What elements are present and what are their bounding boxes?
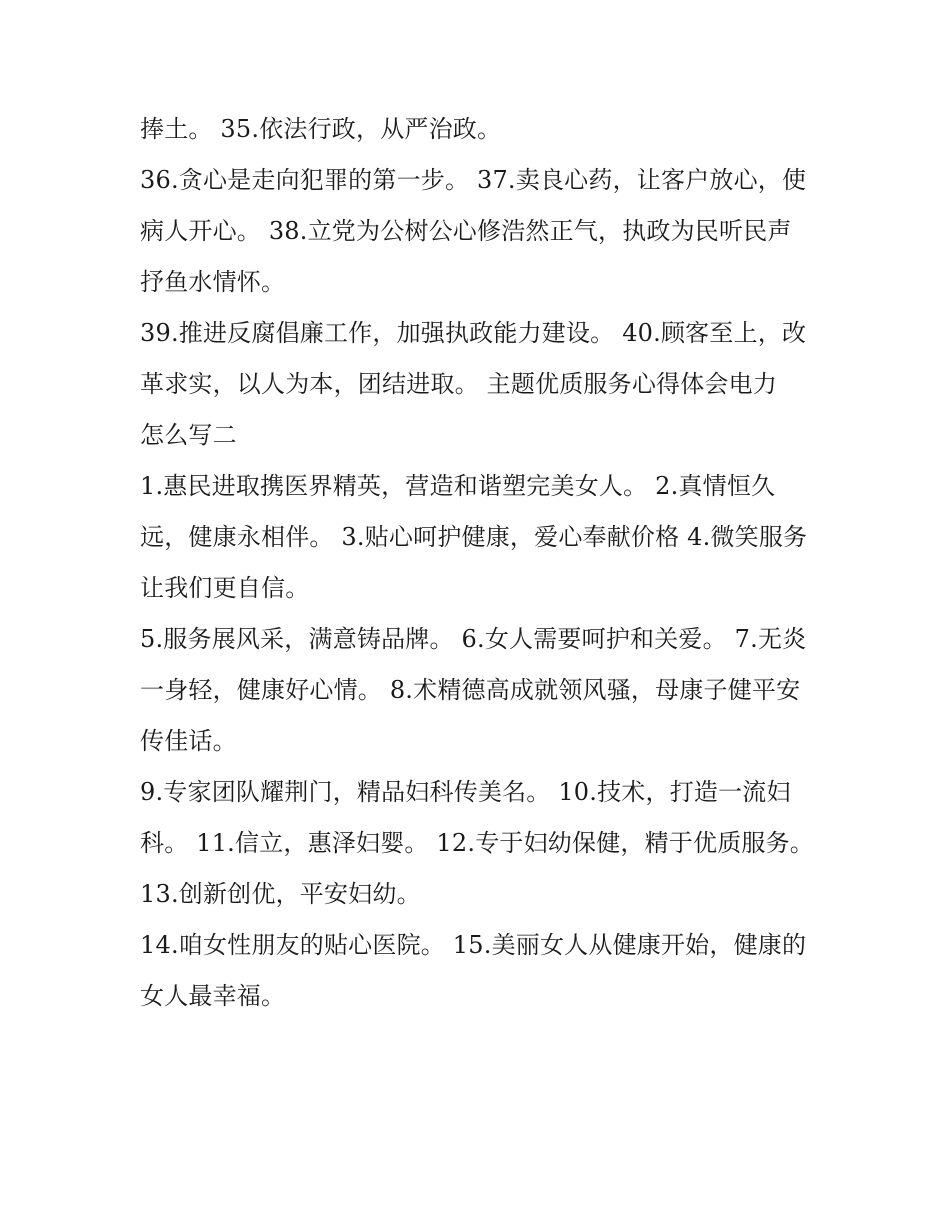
text-line: 传佳话。 — [140, 727, 237, 755]
text-line: 36.贪心是走向犯罪的第一步。 37.卖良心药，让客户放心，使 — [140, 166, 807, 194]
text-line: 让我们更自信。 — [140, 574, 310, 602]
document-body — [140, 104, 820, 1022]
text-line: 科。 11.信立，惠泽妇婴。 12.专于妇幼保健，精于优质服务。 — [140, 829, 814, 857]
text-line: 病人开心。 38.立党为公树公心修浩然正气，执政为民听民声 — [140, 217, 792, 245]
text-line: 5.服务展风采，满意铸品牌。 6.女人需要呵护和关爱。 7.无炎 — [140, 625, 807, 653]
text-line: 13.创新创优，平安妇幼。 — [140, 880, 421, 908]
text-line: 远，健康永相伴。 3.贴心呵护健康，爱心奉献价格 4.微笑服务 — [140, 523, 808, 551]
text-line: 抒鱼水情怀。 — [140, 268, 286, 296]
text-line: 一身轻，健康好心情。 8.术精德高成就领风骚，母康子健平安 — [140, 676, 801, 704]
text-line: 14.咱女性朋友的贴心医院。 15.美丽女人从健康开始，健康的 — [140, 931, 807, 959]
text-line: 1.惠民进取携医界精英，营造和谐塑完美女人。 2.真情恒久 — [140, 472, 776, 500]
text-line: 捧土。 35.依法行政，从严治政。 — [140, 115, 502, 143]
text-line: 女人最幸福。 — [140, 982, 286, 1010]
text-line: 怎么写二 — [140, 421, 237, 449]
text-line: 革求实，以人为本，团结进取。 主题优质服务心得体会电力 — [140, 370, 778, 398]
text-line: 9.专家团队耀荆门，精品妇科传美名。 10.技术，打造一流妇 — [140, 778, 791, 806]
text-line: 39.推进反腐倡廉工作，加强执政能力建设。 40.顾客至上，改 — [140, 319, 807, 347]
